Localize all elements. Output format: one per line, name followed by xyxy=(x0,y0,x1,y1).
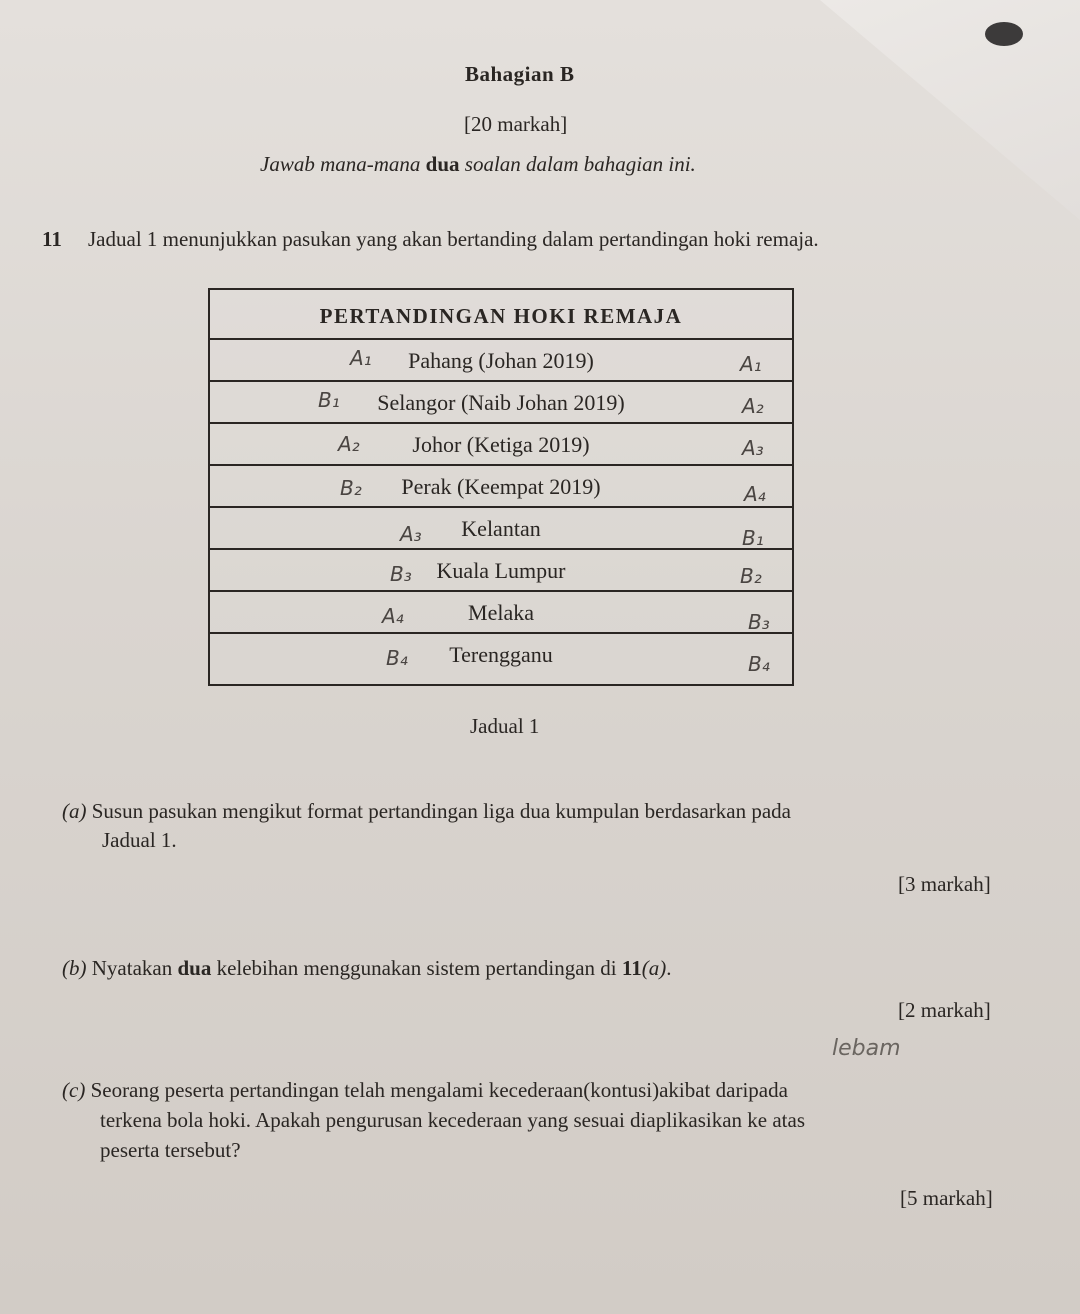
table-header: PERTANDINGAN HOKI REMAJA xyxy=(319,304,683,328)
section-title: Bahagian B xyxy=(465,62,575,86)
handwritten-note: A₁ xyxy=(350,346,372,370)
team-name: Melaka xyxy=(468,600,534,625)
handwritten-note: A₂ xyxy=(742,394,764,418)
handwritten-note: A₃ xyxy=(400,522,422,546)
team-table xyxy=(208,288,794,686)
table-row xyxy=(210,424,792,466)
part-c-marks: [5 markah] xyxy=(900,1186,993,1210)
handwritten-note: B₁ xyxy=(742,526,764,550)
handwritten-note: B₁ xyxy=(318,388,340,412)
handwritten-note: B₄ xyxy=(748,652,770,676)
team-name: Terengganu xyxy=(449,642,553,667)
team-name: Perak (Keempat 2019) xyxy=(401,474,601,499)
team-name: Johor (Ketiga 2019) xyxy=(412,432,590,457)
part-c xyxy=(62,1076,788,1105)
table-row xyxy=(210,508,792,550)
part-b-ref-italic: (a) xyxy=(641,956,667,980)
team-name: Selangor (Naib Johan 2019) xyxy=(377,390,625,415)
handwritten-note: A₄ xyxy=(744,482,766,506)
team-name: Kuala Lumpur xyxy=(436,558,566,583)
instruction-pre: Jawab mana-mana xyxy=(260,152,426,176)
punch-hole xyxy=(985,22,1023,46)
question-text: Jadual 1 menunjukkan pasukan yang akan bertanding dalam pertandingan hoki remaja. xyxy=(88,227,819,251)
handwritten-note: A₃ xyxy=(742,436,764,460)
part-c-line2: terkena bola hoki. Apakah pengurusan kecederaan yang sesuai diaplikasikan ke atas xyxy=(100,1108,805,1132)
table-row xyxy=(210,592,792,634)
part-a xyxy=(62,797,791,826)
question-number: 11 xyxy=(42,227,62,251)
handwritten-scribble: lebam xyxy=(832,1036,901,1061)
part-c-line3: peserta tersebut? xyxy=(100,1138,241,1162)
handwritten-note: B₃ xyxy=(390,562,412,586)
section-marks: [20 markah] xyxy=(464,112,568,136)
handwritten-note: A₁ xyxy=(740,352,762,376)
table-caption: Jadual 1 xyxy=(470,714,540,738)
part-b xyxy=(62,954,671,983)
table-row xyxy=(210,340,792,382)
team-name: Pahang (Johan 2019) xyxy=(408,348,594,373)
part-b-pre: Nyatakan xyxy=(91,956,178,980)
table-row xyxy=(210,634,792,684)
part-c-line1: Seorang peserta pertandingan telah mengalami kecederaan(kontusi)akibat daripada xyxy=(90,1078,788,1102)
part-a-line1: Susun pasukan mengikut format pertandingan liga dua kumpulan berdasarkan pada xyxy=(91,799,791,823)
handwritten-note: A₄ xyxy=(382,604,404,628)
part-b-end: . xyxy=(666,956,672,980)
table-row xyxy=(210,382,792,424)
table-row xyxy=(210,466,792,508)
part-b-marks: [2 markah] xyxy=(898,998,991,1022)
section-instruction xyxy=(260,152,696,177)
part-b-bold: dua xyxy=(177,956,212,980)
part-b-post: kelebihan menggunakan sistem pertandingan di xyxy=(211,956,622,980)
table-header-row xyxy=(210,290,792,340)
instruction-post: soalan dalam bahagian ini. xyxy=(459,152,696,176)
handwritten-note: B₃ xyxy=(748,610,770,634)
part-a-letter: (a) xyxy=(62,799,87,823)
part-a-marks: [3 markah] xyxy=(898,872,991,896)
team-name: Kelantan xyxy=(461,516,541,541)
handwritten-note: B₂ xyxy=(340,476,362,500)
handwritten-note: B₂ xyxy=(740,564,762,588)
part-c-letter: (c) xyxy=(62,1078,86,1102)
handwritten-note: A₂ xyxy=(338,432,360,456)
part-b-ref: 11 xyxy=(621,956,642,980)
part-a-line2: Jadual 1. xyxy=(102,828,177,852)
instruction-bold: dua xyxy=(425,152,460,176)
part-b-letter: (b) xyxy=(62,956,87,980)
handwritten-note: B₄ xyxy=(386,646,408,670)
table-row xyxy=(210,550,792,592)
